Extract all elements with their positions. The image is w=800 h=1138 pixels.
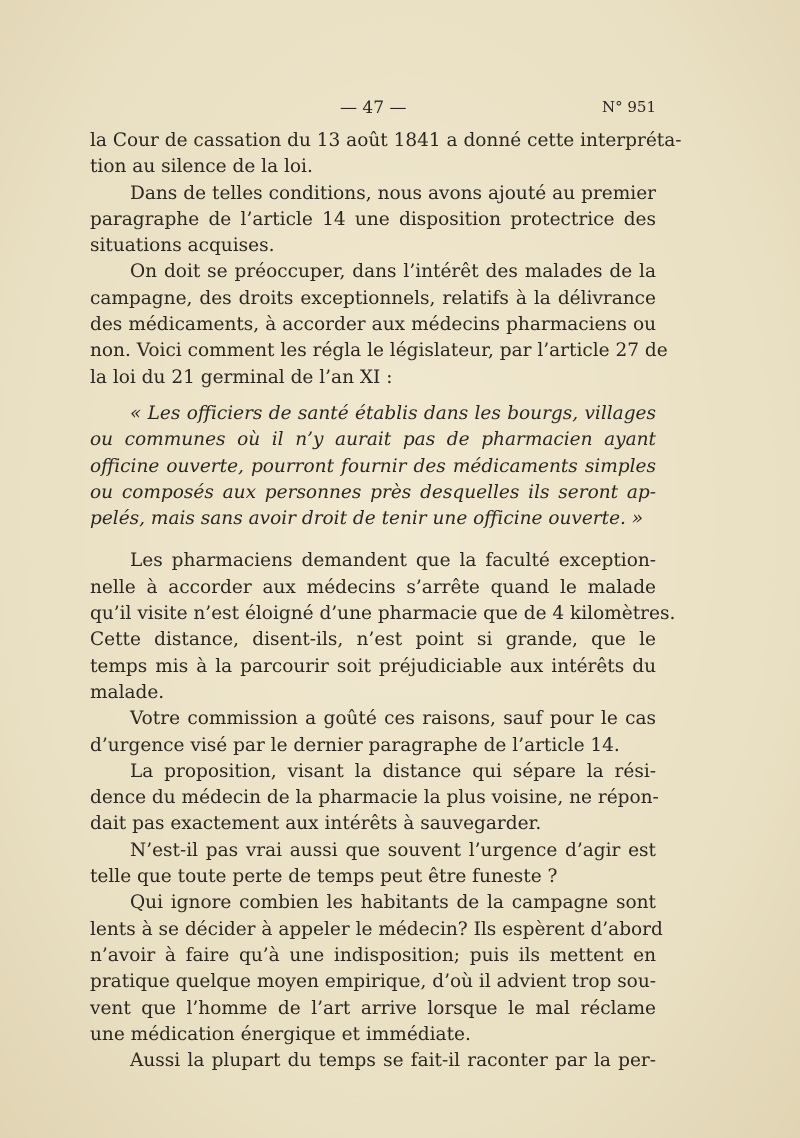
page-header — [90, 98, 656, 122]
text-line: non. Voici comment les régla le législateur, par l’article 27 de — [90, 340, 668, 362]
text-line: N’est-il pas vrai aussi que souvent l’urgence d’agir est — [130, 839, 656, 861]
text-line: paragraphe de l’article 14 une disposition protectrice des — [90, 208, 656, 230]
text-line: la Cour de cassation du 13 août 1841 a donné cette interpréta- — [90, 130, 682, 151]
text-line: Cette distance, disent-ils, n’est point si grande, que le — [90, 629, 656, 651]
page-folio: — 47 — — [340, 98, 407, 118]
text-line: n’avoir à faire qu’à une indisposition; puis ils mettent en — [90, 944, 656, 966]
quote-line: « Les officiers de santé établis dans les bourgs, villages — [130, 402, 656, 424]
body-text — [90, 128, 682, 1074]
quote-line: pelés, mais sans avoir droit de tenir une officine ouverte. » — [90, 508, 644, 530]
text-line: vent que l’homme de l’art arrive lorsque le mal réclame — [90, 997, 656, 1019]
text-line: temps mis à la parcourir soit préjudiciable aux intérêts du — [90, 655, 656, 677]
text-line: tion au silence de la loi. — [90, 156, 313, 178]
text-line: La proposition, visant la distance qui sépare la rési- — [130, 760, 656, 782]
quote-line: ou communes où il n’y aurait pas de pharmacien ayant — [90, 429, 656, 451]
text-line: telle que toute perte de temps peut être funeste ? — [90, 866, 558, 888]
text-line: Votre commission a goûté ces raisons, sauf pour le cas — [130, 708, 656, 730]
text-line: lents à se décider à appeler le médecin? Ils espèrent d’abord — [90, 918, 663, 940]
text-line: la loi du 21 germinal de l’an XI : — [90, 366, 393, 388]
text-line: Aussi la plupart du temps se fait-il raconter par la per- — [130, 1050, 656, 1072]
text-line: des médicaments, à accorder aux médecins pharmaciens ou — [90, 314, 656, 336]
quote-line: ou composés aux personnes près desquelles ils seront ap- — [90, 481, 656, 503]
text-line: dence du médecin de la pharmacie la plus voisine, ne répon- — [90, 787, 659, 809]
text-line: qu’il visite n’est éloigné d’une pharmacie que de 4 kilomètres. — [90, 603, 676, 625]
text-line: campagne, des droits exceptionnels, relatifs à la délivrance — [90, 287, 656, 309]
text-line: dait pas exactement aux intérêts à sauvegarder. — [90, 813, 542, 835]
text-line: malade. — [90, 681, 165, 703]
text-line: d’urgence visé par le dernier paragraphe de l’article 14. — [90, 734, 620, 756]
text-line: Dans de telles conditions, nous avons ajouté au premier — [130, 182, 656, 204]
text-line: une médication énergique et immédiate. — [90, 1023, 471, 1045]
text-line: Qui ignore combien les habitants de la campagne sont — [130, 892, 656, 914]
document-number: N° 951 — [601, 98, 656, 116]
text-line: On doit se préoccuper, dans l’intérêt des malades de la — [130, 261, 656, 283]
text-line: situations acquises. — [90, 235, 275, 257]
quote-line: officine ouverte, pourront fournir des médicaments simples — [90, 455, 656, 477]
text-line: Les pharmaciens demandent que la faculté exception- — [130, 550, 656, 572]
text-line: nelle à accorder aux médecins s’arrête quand le malade — [90, 576, 656, 598]
text-line: pratique quelque moyen empirique, d’où il advient trop sou- — [90, 971, 656, 993]
